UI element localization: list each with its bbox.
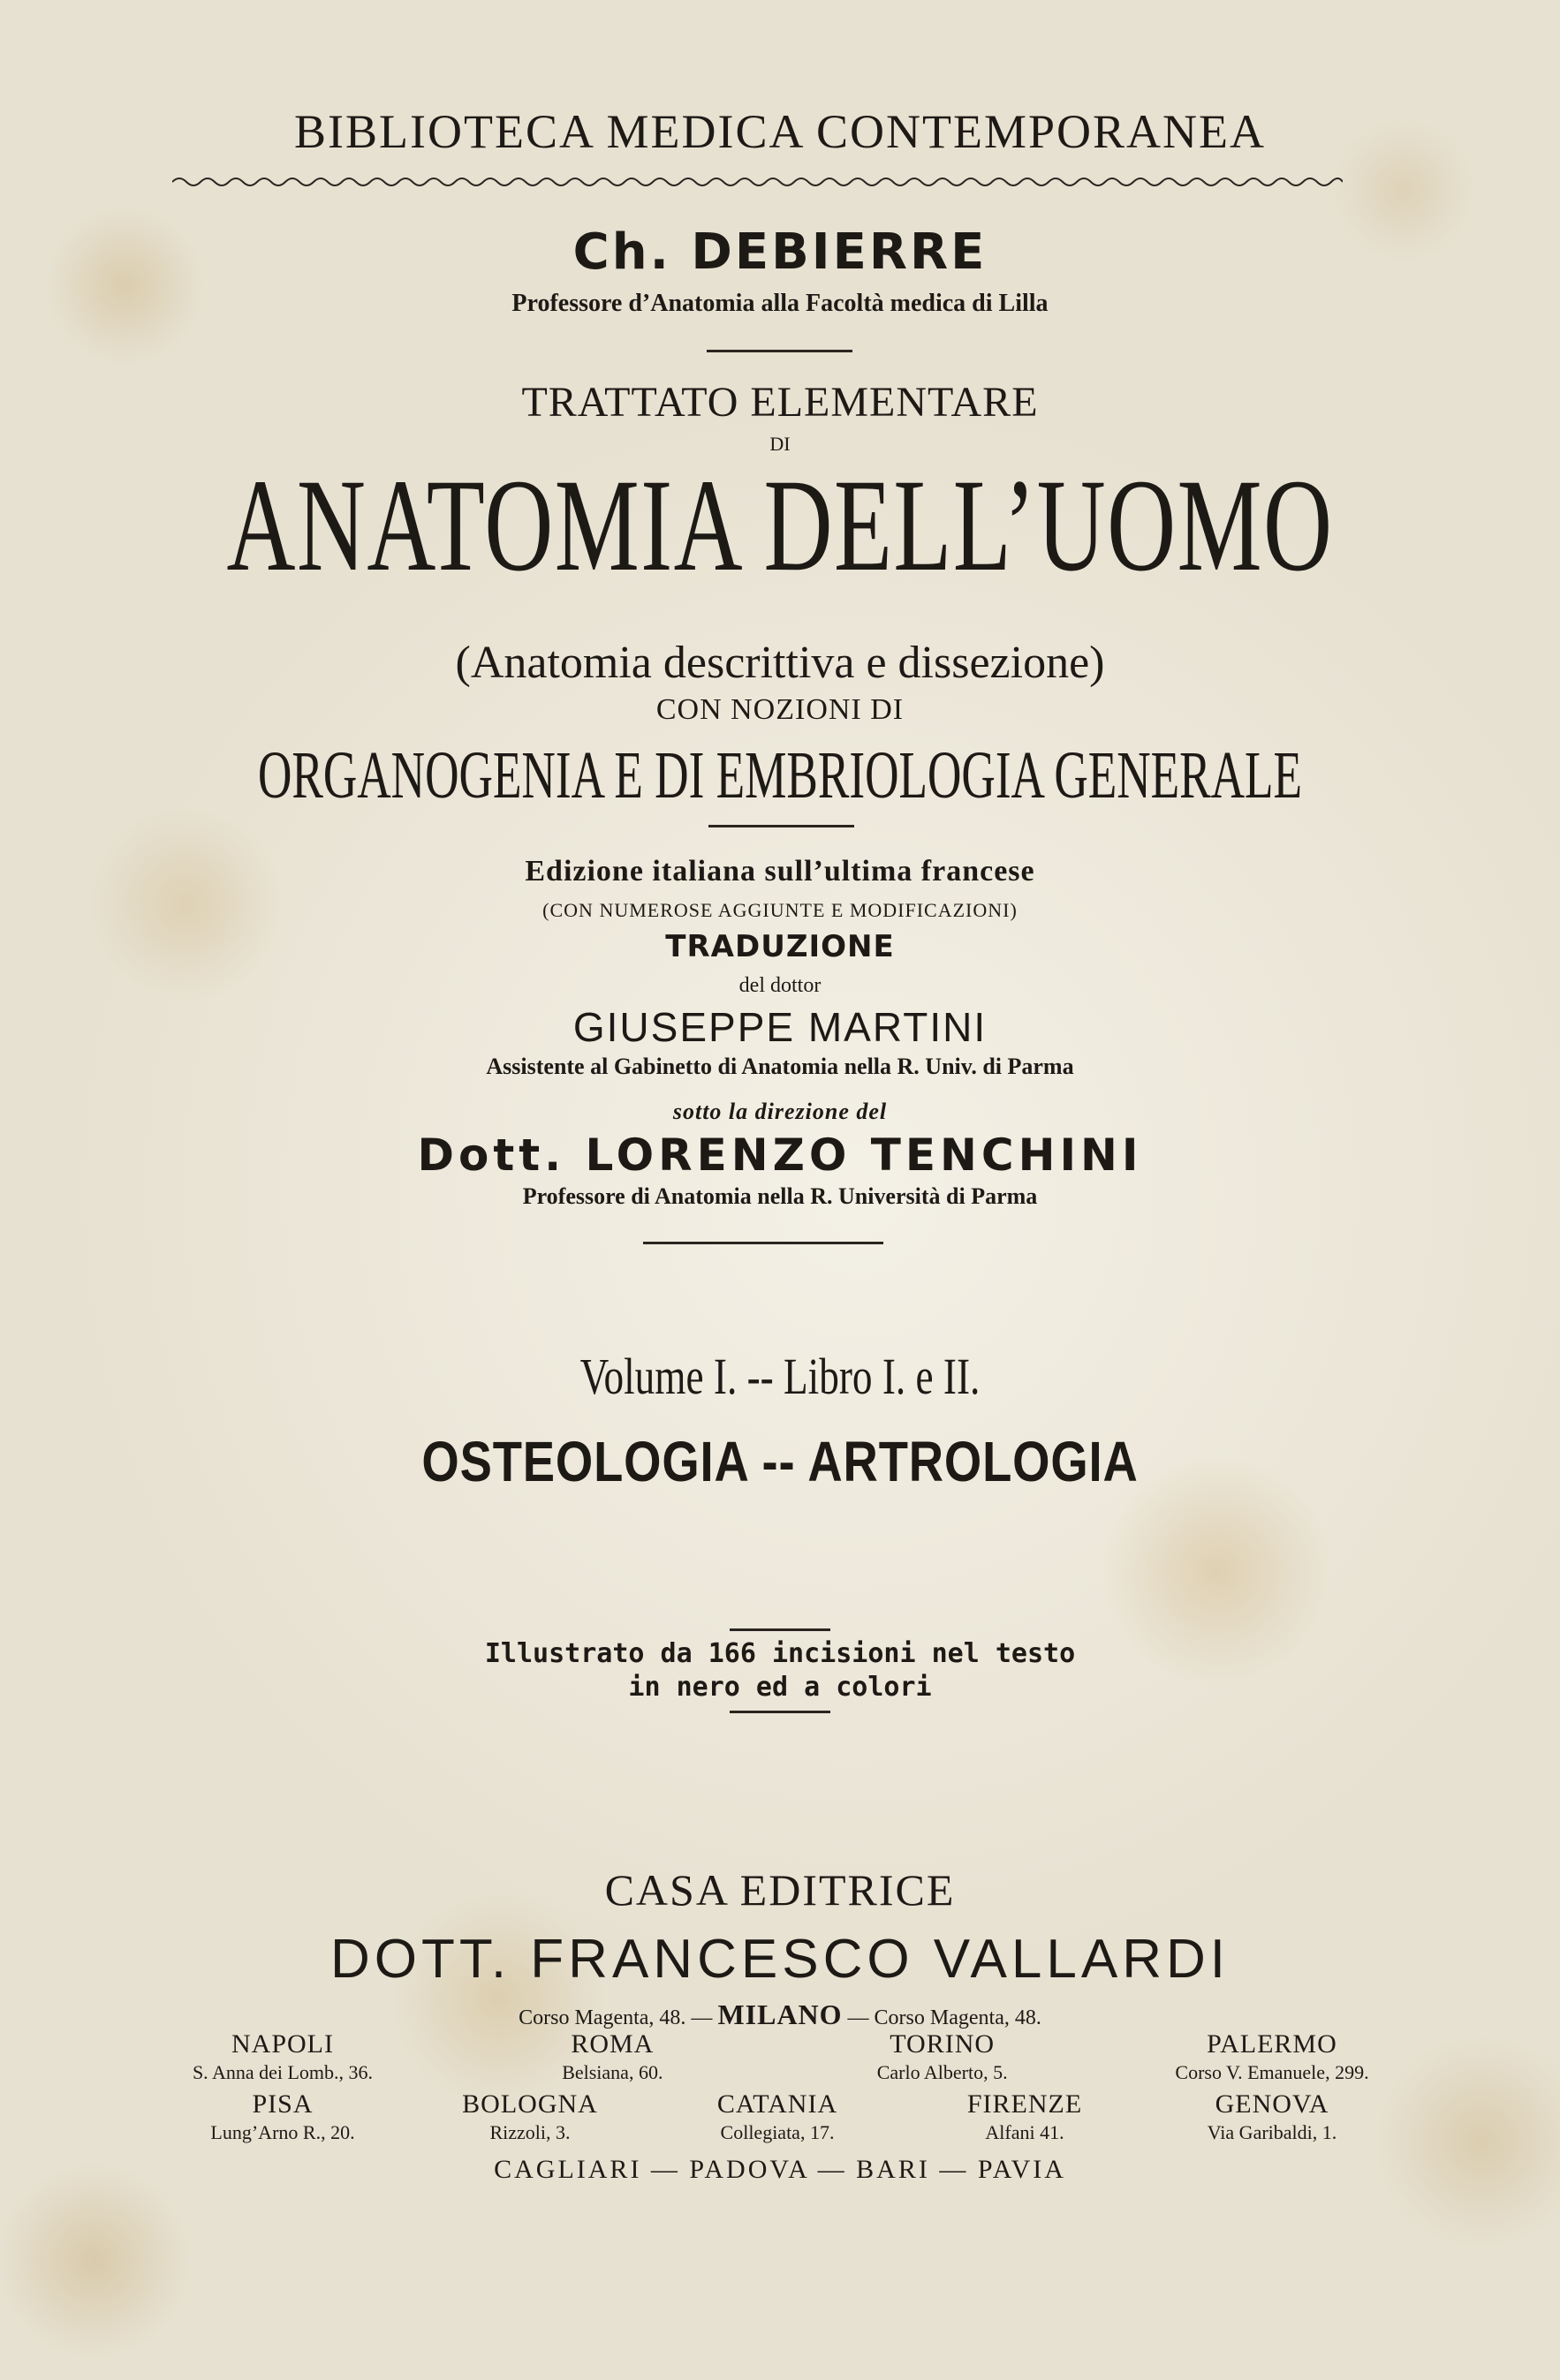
title-line-1: TRATTATO ELEMENTARE xyxy=(521,379,1039,426)
title-line-5: CON NOZIONI DI xyxy=(655,693,905,726)
divider xyxy=(643,1242,883,1244)
other-cities: CAGLIARI — PADOVA — BARI — PAVIA xyxy=(494,2155,1066,2184)
branch-name: PALERMO xyxy=(1207,2029,1337,2059)
milano-address-right: — Corso Magenta, 48. xyxy=(847,2006,1041,2029)
branch-row-1 xyxy=(159,2029,1396,2084)
branch-name: BOLOGNA xyxy=(462,2089,598,2119)
milano-address-left: Corso Magenta, 48. — xyxy=(519,2006,713,2029)
divider xyxy=(708,825,854,827)
publisher-name: DOTT. FRANCESCO VALLARDI xyxy=(329,1929,1230,1990)
branch-address: Corso V. Emanuele, 299. xyxy=(1175,2061,1369,2083)
branch-name: GENOVA xyxy=(1215,2089,1329,2119)
branch-address: Alfani 41. xyxy=(985,2121,1064,2143)
branch-palermo xyxy=(1148,2029,1396,2084)
branch-name: PISA xyxy=(252,2089,314,2119)
author-affiliation: Professore d’Anatomia alla Facoltà medica di Lilla xyxy=(511,290,1049,317)
divider xyxy=(707,350,852,352)
del-dottor: del dottor xyxy=(738,974,822,997)
illustrations-line-2: in nero ed a colori xyxy=(628,1672,932,1703)
branch-pisa xyxy=(159,2089,406,2144)
branch-address: S. Anna dei Lomb., 36. xyxy=(192,2061,374,2083)
title-subtitle: (Anatomia descrittiva e dissezione) xyxy=(455,638,1105,688)
branch-name: ROMA xyxy=(571,2029,655,2059)
branch-address: Carlo Alberto, 5. xyxy=(876,2061,1008,2083)
branch-address: Rizzoli, 3. xyxy=(489,2121,571,2143)
translator-affiliation: Assistente al Gabinetto di Anatomia nella R. Univ. di Parma xyxy=(486,1054,1074,1079)
volume-subject: OSTEOLOGIA -- ARTROLOGIA xyxy=(421,1430,1139,1493)
branch-address: Belsiana, 60. xyxy=(562,2061,663,2083)
director-affiliation: Professore di Anatomia nella R. Università di Parma xyxy=(522,1183,1038,1209)
divider xyxy=(730,1711,830,1713)
milano-city: MILANO xyxy=(717,1998,843,2030)
main-title: ANATOMIA DELL’UOMO xyxy=(226,452,1334,599)
branch-genova xyxy=(1148,2089,1396,2144)
series-title: BIBLIOTECA MEDICA CONTEMPORANEA xyxy=(293,105,1267,158)
milano-address xyxy=(0,2000,1560,2029)
wavy-rule xyxy=(172,173,1343,191)
edition-line-2: (CON NUMEROSE AGGIUNTE E MODIFICAZIONI) xyxy=(542,899,1018,921)
direction-note: sotto la direzione del xyxy=(672,1099,888,1124)
branch-name: FIRENZE xyxy=(966,2089,1083,2119)
translation-heading: TRADUZIONE xyxy=(665,929,895,964)
translator-name: GIUSEPPE MARTINI xyxy=(572,1004,988,1050)
branch-address: Collegiata, 17. xyxy=(720,2121,835,2143)
branch-roma xyxy=(488,2029,736,2084)
branch-name: TORINO xyxy=(890,2029,996,2059)
publisher-heading: CASA EDITRICE xyxy=(604,1865,956,1915)
volume-label: Volume I. -- Libro I. e II. xyxy=(579,1348,981,1405)
director-name: Dott. LORENZO TENCHINI xyxy=(417,1130,1143,1181)
branch-address: Via Garibaldi, 1. xyxy=(1207,2121,1337,2143)
branch-row-2 xyxy=(159,2089,1396,2144)
divider xyxy=(730,1628,830,1631)
branch-name: NAPOLI xyxy=(231,2029,334,2059)
branch-address: Lung’Arno R., 20. xyxy=(210,2121,355,2143)
branch-name: CATANIA xyxy=(716,2089,838,2119)
edition-line-1: Edizione italiana sull’ultima francese xyxy=(525,855,1035,888)
branch-napoli xyxy=(159,2029,406,2084)
branch-torino xyxy=(819,2029,1066,2084)
branch-bologna xyxy=(406,2089,654,2144)
title-line-2: DI xyxy=(769,433,791,455)
branch-firenze xyxy=(901,2089,1148,2144)
branch-offices xyxy=(159,2029,1396,2150)
author-name: Ch. DEBIERRE xyxy=(572,223,988,281)
branch-catania xyxy=(654,2089,901,2144)
illustrations-line-1: Illustrato da 166 incisioni nel testo xyxy=(484,1638,1076,1669)
title-line-6: ORGANOGENIA E DI EMBRIOLOGIA GENERALE xyxy=(257,738,1303,812)
